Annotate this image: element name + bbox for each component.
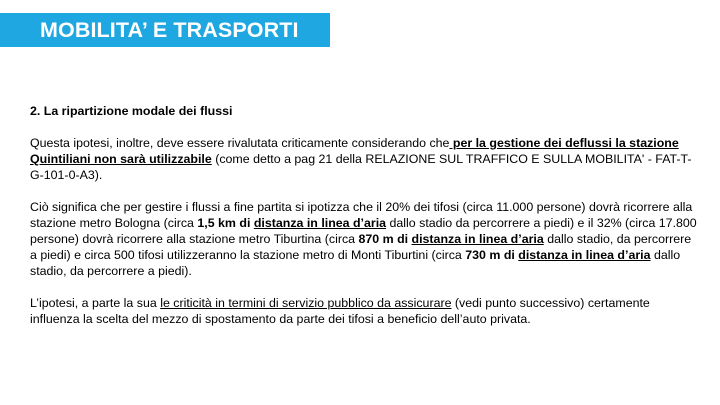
p3-text-2: (vedi punto successivo) certamente influenza la scelta del mezzo di spostamento da parte dei tifosi a beneficio dell’auto privata. (30, 296, 650, 326)
p3-text-1: L’ipotesi, a parte la sua (30, 296, 161, 310)
p1-text-2: (come detto a pag 21 della RELAZIONE SUL TRAFFICO E SULLA MOBILITA' - FAT-T-G-101-0-A3). (30, 152, 692, 182)
p2-text-4: dallo stadio, da percorrere a piedi). (30, 248, 681, 278)
p2-airline-3: distanza in linea d’aria (518, 248, 651, 262)
title-bar (0, 13, 330, 47)
paragraph-quintiliani (30, 135, 700, 183)
p2-text-3: dallo stadio, da percorrere a piedi) e circa 500 tifosi utilizzeranno la stazione metro di Monti Tiburtini (circa (30, 232, 692, 262)
p2-airline-1: distanza in linea d’aria (253, 216, 387, 230)
p2-text-2: dallo stadio da percorrere a piedi) e il 32% (circa 17.800 persone) dovrà ricorrere alla stazione metro Tiburtina (circa (30, 216, 697, 246)
p2-distance-tiburtina: 870 m di (358, 232, 412, 246)
p2-airline-2: distanza in linea d’aria (411, 232, 544, 246)
paragraph-conclusion (30, 295, 700, 327)
p1-text-1: Questa ipotesi, inoltre, deve essere rivalutata criticamente considerando che (30, 136, 450, 150)
paragraph-stations (30, 199, 700, 279)
p2-distance-monti-tiburtini: 730 m di (465, 248, 519, 262)
p1-emphasis-quintiliani: per la gestione dei deflussi la stazione Quintiliani non sarà utilizzabile (30, 136, 679, 166)
p2-text-1: Ciò significa che per gestire i flussi a fine partita si ipotizza che il 20% dei tifosi (circa 11.000 persone) dovrà ricorrere alla stazione metro Bologna (circa (30, 200, 693, 230)
p2-distance-bologna: 1,5 km di (197, 216, 254, 230)
section-heading: 2. La ripartizione modale dei flussi (30, 104, 233, 118)
slide-title: MOBILITA’ E TRASPORTI (40, 17, 299, 42)
slide-body (30, 103, 700, 343)
p3-emphasis-criticita: le criticità in termini di servizio pubblico da assicurare (160, 296, 452, 310)
